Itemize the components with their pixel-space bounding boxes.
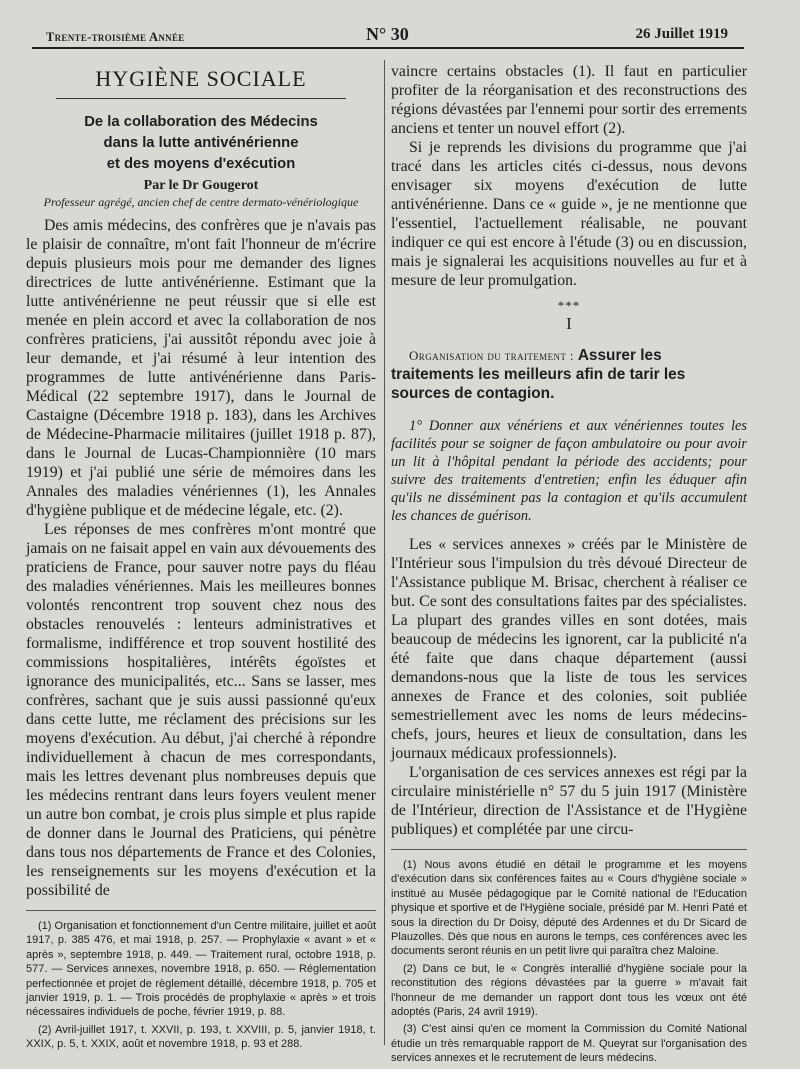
author-affiliation: Professeur agrégé, ancien chef de centre dermato-vénériologique [43, 195, 359, 209]
header-rule [32, 47, 744, 49]
body-paragraph: Les « services annexes » créés par le Ministère de l'Intérieur sous l'impulsion du très dévoué Directeur de l'Assistance publique M. Brisac, cherchent à réaliser ce but. Ce sont des consultations faites par des spécialistes. La plupart des grandes villes en sont dotées, mais beaucoup de médecins les ignorent, car la publicité n'a été faite que dans chaque département (aussi demandons-nous que la liste de tous les services annexes de France et des colonies, soit publiée semestriellement avec les noms de leurs médecins-chefs, jours, heures et lieux de consultation, dans les journaux médicaux professionnels). [391, 536, 747, 762]
footnote: (1) Nous avons étudié en détail le programme et les moyens d'exécution dans six conférences faites au « Cours d'hygiène sociale » institué au Musée pédagogique par le Comité national de l'Education physique et sportive et de l'Hygiène sociale, présidé par M. Henri Paté et sous la direction du Dr Doisy, député des Ardennes et du Dr Sicard de Plauzolles. Dès que nous en aurons le temps, ces conférences avec les documents seront réunis en un petit livre qui paraîtra chez Maloine. [391, 859, 747, 958]
issue-number: N° 30 [366, 24, 409, 44]
footnote: (1) Organisation et fonctionnement d'un Centre militaire, juillet et août 1917, p. 385 476, et mai 1918, p. 257. — Prophylaxie « avant » et « après », septembre 1918, p. 449. — Traitement rural, octobre 1918, p. 577. — Services annexes, novembre 1918, p. 650. — Réglementation perfectionnée et projet de règlement détaillé, décembre 1918, p. 705 et janvier 1919, p. 1. — Trois procédés de prophylaxie « après » et trois nécessaires individuels de poche, février 1919, p. 88. [26, 920, 376, 1019]
article-byline: Par le Dr Gougerot [143, 178, 259, 193]
column-divider [384, 60, 385, 1045]
article-title-line-3: et des moyens d'exécution [106, 156, 296, 172]
body-paragraph: Des amis médecins, des confrères que je n'avais pas le plaisir de connaître, m'ont fait l'honneur de m'écrire depuis plusieurs mois pour me demander des lignes directrices de lutte antivénérienne. Estimant que la lutte antivénérienne ne peut réussir que si elle est menée en plein accord et avec la collaboration de nos confrères praticiens, j'ai aussitôt répondu avec joie à leur demande, et j'ai résumé à leur intention des programmes de lutte antivénérienne dans Paris-Médical (22 septembre 1917), dans le Journal de Castaigne (Décembre 1918 p. 183), dans les Archives de Médecine-Pharmacie militaires (juillet 1918 p. 87), dans le Journal de Lucas-Championnière (10 mars 1919) et j'ai publié une série de mémoires dans les Annales des maladies vénériennes (1), les Annales d'hygiène publique et de médecine légale, etc. (2). [26, 217, 376, 519]
part-heading-label: Organisation du traitement : [409, 348, 574, 363]
article-title-line-2: dans la lutte antivénérienne [103, 135, 299, 151]
footnote-rule [391, 849, 747, 850]
issue-date: 26 Juillet 1919 [635, 26, 728, 42]
part-numeral: I [566, 314, 572, 333]
body-paragraph: L'organisation de ces services annexes est régi par la circulaire ministérielle n° 57 du 5 juin 1917 (Ministère de l'Intérieur, direction de l'Assistance et de l'Hygiène publiques) et complétée par une circu- [391, 764, 747, 838]
body-paragraph: Les réponses de mes confrères m'ont montré que jamais on ne faisait appel en vain aux dévouements des praticiens de France, pour sauver notre pays du fléau des maladies vénériennes. Mais les meilleures bonnes volontés rencontrent trop souvent chez nous des obstacles renouvelés : lenteurs administratives et formalisme, indifférence et trop souvent hostilité des commissions hospitalières, intérêts égoïstes et ignorance des municipalités, etc... Sans se lasser, mes confrères, sachant que je suis aussi passionné qu'eux dans cette lutte, me réclament des précisions sur les moyens d'exécution. Au début, j'ai cherché à répondre individuellement à chacun de mes correspondants, mais les lettres devenant plus nombreuses depuis que les médecins rentrant dans leurs foyers veulent mener un autre bon combat, je crois plus simple et plus rapide de donner dans le Journal des Praticiens, qui pénètre dans tous nos départements de France et des Colonies, les renseignements sur les moyens d'exécution et la possibilité de [26, 521, 376, 899]
footnote: (2) Avril-juillet 1917, t. XXVII, p. 193, t. XXVIII, p. 5, janvier 1918, t. XXIX, p. 5, t. XXIX, août et novembre 1918, p. 93 et 288. [26, 1023, 376, 1051]
body-paragraph: Si je reprends les divisions du programme que j'ai tracé dans les articles cités ci-dessus, nous devons envisager six moyens d'exécution de lutte antivénérienne. Dans ce « guide », je ne mentionne que l'essentiel, l'actuellement réalisable, ne pouvant indiquer ce qui est encore à l'étude (3) ou en discussion, mais je signalerai les acquisitions nouvelles au fur et à mesure de leur promulgation. [391, 139, 747, 289]
footnote: (3) C'est ainsi qu'en ce moment la Commission du Comité National étudie un très remarquable rapport de M. Queyrat sur l'organisation des services annexes et le recrutement de leurs médecins. [391, 1023, 747, 1065]
section-title: HYGIÈNE SOCIALE [95, 66, 307, 91]
part-heading-text: Assurer les traitements les meilleurs afin de tarir les sources de contagion. [391, 347, 686, 402]
right-column [391, 62, 747, 1069]
italic-goal-paragraph: 1° Donner aux vénériens et aux vénériennes toutes les facilités pour se soigner de façon ambulatoire ou pour avoir un lit à l'hôpital pendant la période des accidents; pour suivre des traitements d'entretien; enfin les éduquer afin qu'ils ne disséminent pas la contagion et qu'ils accumulent les chances de guérison. [391, 418, 747, 524]
asterism-separator: *** [557, 298, 581, 313]
volume-year: Trente-troisième Année [46, 30, 185, 44]
part-heading [391, 346, 747, 403]
footnote-rule [26, 910, 376, 911]
body-paragraph: vaincre certains obstacles (1). Il faut en particulier profiter de la réorganisation et des reconstructions des régions dévastées par l'ennemi pour sortir des errements anciens et tenter un nouvel effort (2). [391, 63, 747, 137]
article-title-line-1: De la collaboration des Médecins [84, 114, 318, 130]
left-column [26, 62, 376, 1055]
footnote: (2) Dans ce but, le « Congrès interallié d'hygiène sociale pour la reconstitution des régions dévastées par la guerre » m'avait fait l'honneur de me demander un rapport dont tous les vœux ont été adoptés (Paris, 24 avril 1919). [391, 962, 747, 1019]
section-title-rule [56, 98, 346, 99]
